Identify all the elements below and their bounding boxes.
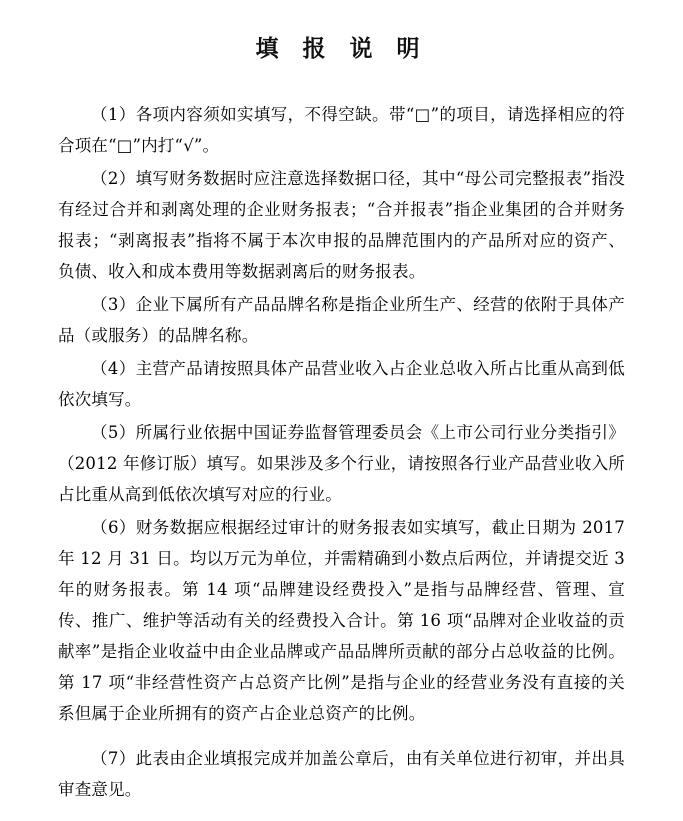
page-title: 填 报 说 明: [255, 35, 428, 62]
paragraph-6: （6）财务数据应根据经过审计的财务报表如实填写，截止日期为 2017 年 12 月 31 日。均以万元为单位，并需精确到小数点后两位，并请提交近 3 年的财务报表。第 14 项“品牌建设经费投入”是指与品牌经营、管理、宣传、推广、维护等活动有关的经费投入合计。第 16 项“品牌对企业收益的贡献率”是指企业收益中由企业品牌或产品品牌所贡献的部分占总收益的比例。第 17 项“非经营性资产占总资产比例”是指与企业的经营业务没有直接的关系但属于企业所拥有的资产占企业总资产的比例。: [58, 518, 625, 723]
document-page: [0, 30, 683, 821]
paragraph-3: （3）企业下属所有产品品牌名称是指企业所生产、经营的依附于具体产品（或服务）的品牌名称。: [58, 295, 625, 345]
paragraph-5: （5）所属行业依据中国证券监督管理委员会《上市公司行业分类指引》（2012 年修订版）填写。如果涉及多个行业，请按照各行业产品营业收入所占比重从高到低依次填写对应的行业。: [58, 423, 625, 504]
paragraph-4: （4）主营产品请按照具体产品营业收入占企业总收入所占比重从高到低依次填写。: [58, 359, 625, 409]
document-body: [58, 99, 625, 805]
paragraph-1: （1）各项内容须如实填写，不得空缺。带“□”的项目，请选择相应的符合项在“□”内打“√”。: [58, 105, 625, 155]
paragraph-7: （7）此表由企业填报完成并加盖公章后，由有关单位进行初审，并出具审查意见。: [58, 749, 625, 799]
paragraph-2: （2）填写财务数据时应注意选择数据口径，其中“母公司完整报表”指没有经过合并和剥离处理的企业财务报表；“合并报表”指企业集团的合并财务报表；“剥离报表”指将不属于本次申报的品牌范围内的产品所对应的资产、负债、收入和成本费用等数据剥离后的财务报表。: [58, 169, 625, 281]
